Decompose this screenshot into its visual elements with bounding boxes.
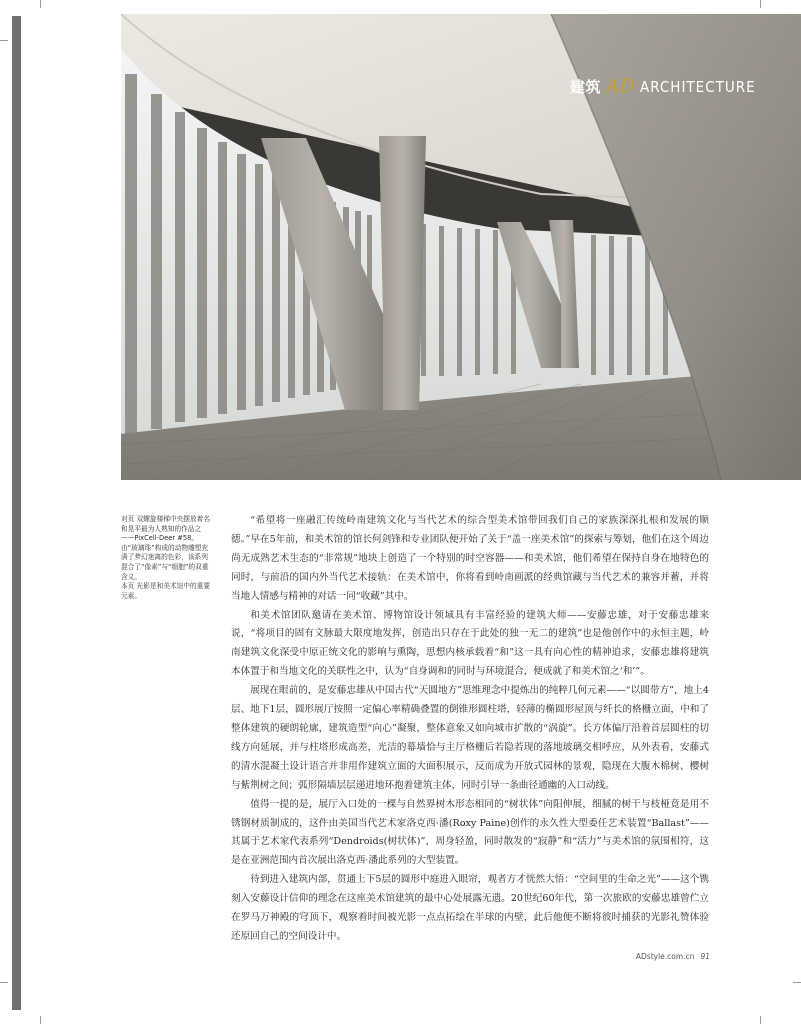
article-paragraph: 展现在眼前的，是安藤忠雄从中国古代“天圆地方”思维理念中提炼出的纯粹几何元素——“以圆带方”，地上4层、地下1层，圆形展厅按照一定偏心率精确叠置的倒锥形圆柱塔，轻薄的椭圆形屋顶与纤长的格栅立面，中和了整体建筑的硬朗轮廓，建筑造型“向心”凝聚，整体意象又如向城市扩散的“涡旋”。长方体偏厅沿着首层圆柱的切线方向延展，并与柱塔形成高差，光洁的幕墙恰与主厅格栅后若隐若现的落地玻璃交相呼应，从外表看，安藤式的清水混凝土设计语言并非用作建筑立面的大面积展示，反而成为开放式园林的景观，隐现在大腹木棉树、樱树与紫荆树之间；弧形隔墙层层递进地环抱着建筑主体，同时引导一条曲径通幽的入口动线。 — [231, 685, 709, 791]
crop-mark — [0, 40, 8, 41]
crop-mark — [760, 0, 761, 8]
article-paragraph: 值得一提的是，展厅入口处的一棵与自然界树木形态相同的“树状体”向阳伸展，细腻的树干与枝桠竟是用不锈钢材质制成的，这件由美国当代艺术家洛克西·潘(Roxy Paine)创作的永久性大型委任艺术装置“Ballast”——其属于艺术家代表系列“Dendroids(树状体)”，周身轻盈，同时散发的“寂静”和“活力”与美术馆的氛围相符，这是在亚洲范围内首次展出洛克西·潘此系列的大型装置。 — [231, 798, 709, 867]
caption-line: 对页 双螺旋楼梯中央摆放着名和晃平最为人熟知的作品之——PixCell-Deer #58。由“玻璃珠”构成的动物雕塑充满了梦幻迷离的色彩，该系列混合了“像素”与“细胞”的双重含义。 — [121, 515, 211, 581]
binding-edge — [12, 16, 21, 1010]
article-paragraph: 和美术馆团队邀请在美术馆、博物馆设计领域具有丰富经验的建筑大师——安藤忠雄，对于安藤忠雄来说，“将项目的固有文脉最大限度地发挥，创造出只存在于此处的独一无二的建筑”也是他创作中的永恒主题，岭南建筑文化深受中原正统文化的影响与熏陶，思想内核承载着“和”这一具有向心性的精神追求，安藤忠雄将建筑本体置于和当地文化的关联性之中，认为“自身调和的同时与环境混合，便成就了和美术馆之‘和’”。 — [231, 609, 709, 678]
ad-logo: AD — [606, 76, 635, 97]
crop-mark — [40, 0, 41, 8]
page-number: 91 — [700, 952, 710, 961]
article-paragraph: 待到进入建筑内部，贯通上下5层的圆形中庭进入眼帘，观者方才恍然大悟：“空间里的生命之光”——这个镌刻入安藤设计信仰的理念在这座美术馆建筑的最中心处展露无遗。20世纪60年代，第一次旅欧的安藤忠雄曾伫立在罗马万神殿的穹顶下，观察着时间被光影一点点拓绘在半球的内壁，此后他便不断将彼时捕获的光影礼赞体验还原回自己的空间设计中。 — [231, 874, 709, 942]
caption-line: 本页 光影是和美术馆中的重要元素。 — [121, 582, 211, 600]
crop-mark — [793, 982, 801, 983]
page-footer — [600, 952, 710, 961]
crop-mark — [760, 1016, 761, 1024]
crop-mark — [40, 1016, 41, 1024]
section-label-cn: 建筑 — [570, 78, 602, 96]
crop-mark — [0, 982, 8, 983]
footer-site: ADstyle.com.cn — [635, 952, 695, 961]
section-label-en: ARCHITECTURE — [640, 78, 756, 96]
article-body — [231, 512, 709, 947]
article-paragraph: “希望将一座融汇传统岭南建筑文化与当代艺术的综合型美术馆带回我们自己的家族深深扎根和发展的顺德。”早在5年前，和美术馆的馆长何剑锋和专业团队便开始了关于“盖一座美术馆”的探索与筹划，他们在这个周边尚无成熟艺术生态的“非常规”地块上创造了一个特别的时空容器——和美术馆，他们希望在保持自身在地特色的同时，与前沿的国内外当代艺术接轨：在美术馆中，你将看到岭南画派的经典馆藏与当代艺术的兼容并蓄，并将当地人情感与精神的对话一同“收藏”其中。 — [231, 515, 709, 602]
photo-caption — [121, 515, 213, 601]
section-label — [570, 76, 756, 97]
